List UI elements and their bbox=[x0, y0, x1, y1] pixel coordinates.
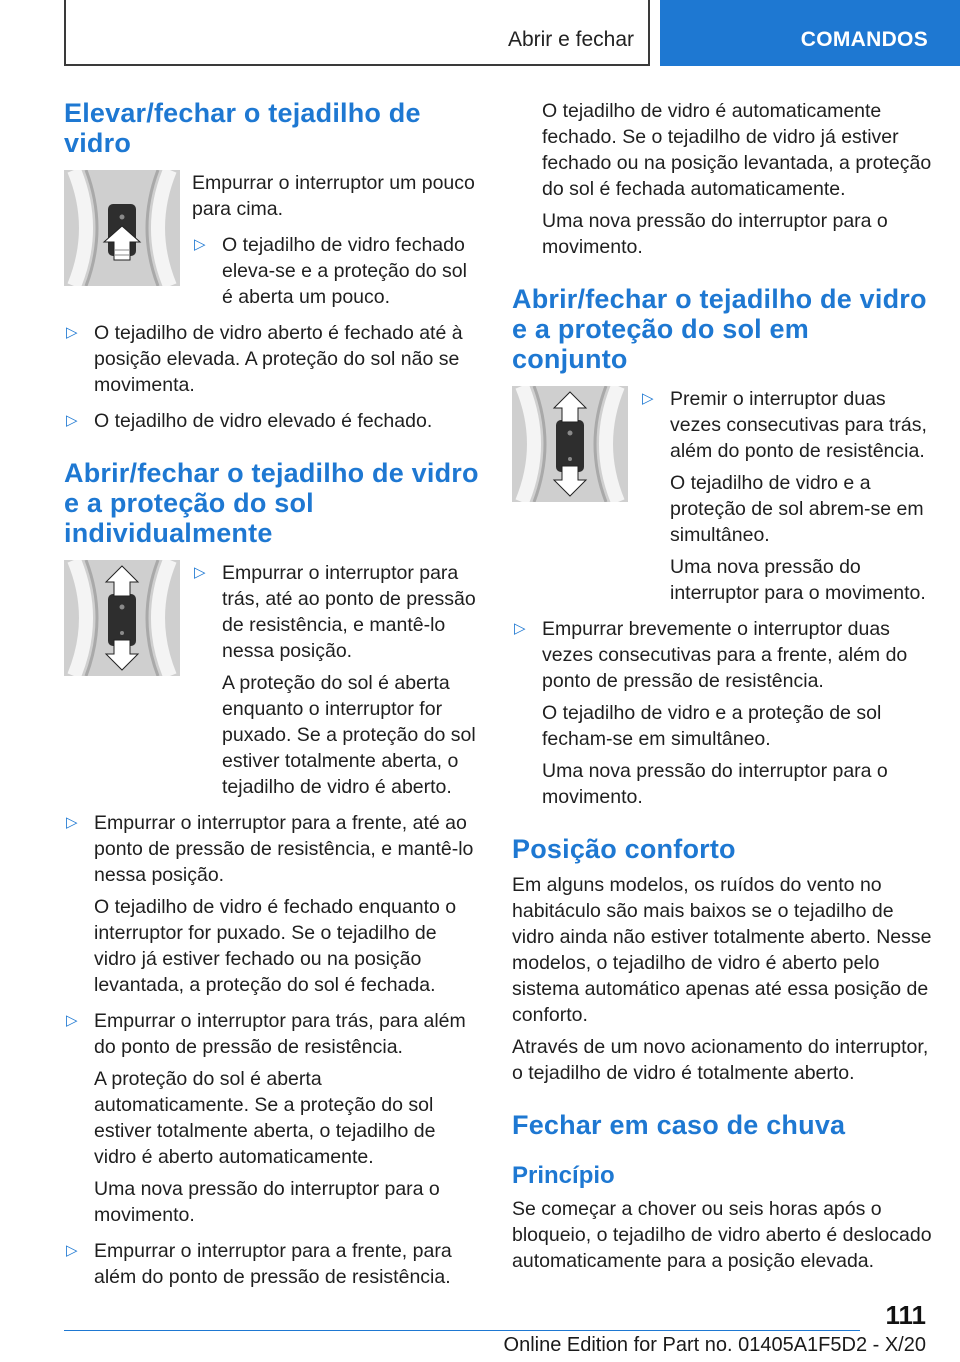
paragraph: O tejadilho de vidro é automaticamente fechado. Se o tejadilho de vidro já estiver fechado ou na posição levantada, a proteção do sol é fechada automaticamente. bbox=[542, 100, 932, 200]
list-item-text: Uma nova pressão do interruptor para o movimento. bbox=[94, 1178, 440, 1226]
paragraph: Através de um novo acionamento do interruptor, o tejadilho de vidro é totalmente aberto. bbox=[512, 1036, 929, 1084]
bullet-arrow-icon: ▷ bbox=[514, 620, 526, 637]
page-number: 111 bbox=[885, 1300, 926, 1330]
list-item-text: O tejadilho de vidro fechado eleva-se e a proteção do sol é aberta um pouco. bbox=[222, 234, 467, 308]
list-item bbox=[192, 560, 480, 800]
heading-comfort: Posição conforto bbox=[512, 834, 736, 864]
left-column bbox=[64, 98, 480, 1290]
instruction-text: Empurrar o interruptor um pouco para cima. bbox=[192, 172, 475, 220]
heading-rain: Fechar em caso de chuva bbox=[512, 1110, 846, 1140]
heading-individual: Abrir/fechar o tejadilho de vidro e a proteção do sol individualmente bbox=[64, 458, 479, 548]
figure-block-individual-text bbox=[192, 560, 480, 800]
list-item bbox=[512, 616, 932, 810]
list-item-text: O tejadilho de vidro aberto é fechado até à posição elevada. A proteção do sol não se movimenta. bbox=[94, 322, 463, 396]
bullet-arrow-icon: ▷ bbox=[66, 1012, 78, 1029]
list-item-text: Empurrar o interruptor para a frente, até ao ponto de pressão de resistência, e mantê-lo nessa posição. bbox=[94, 812, 474, 886]
header-chapter-box bbox=[660, 0, 960, 66]
right-column bbox=[512, 98, 932, 1274]
roof-switch-up-icon bbox=[64, 170, 180, 286]
list-item-text: Empurrar brevemente o interruptor duas vezes consecutivas para a frente, além do ponto de pressão de resistência. bbox=[542, 618, 908, 692]
roof-switch-updown-icon bbox=[512, 386, 628, 502]
figure-block-together-text bbox=[640, 386, 932, 606]
list-item-text: A proteção do sol é aberta automaticamente. Se a proteção do sol estiver totalmente aberta, o tejadilho de vidro é aberto automaticamente. bbox=[94, 1068, 436, 1168]
list-item bbox=[192, 232, 480, 310]
bullet-arrow-icon: ▷ bbox=[194, 564, 206, 581]
figure-block-individual bbox=[64, 560, 480, 800]
list-item bbox=[64, 320, 480, 398]
list-item-text: A proteção do sol é aberta enquanto o interruptor for puxado. Se a proteção do sol estiver totalmente aberta, o tejadilho de vidro é aberto. bbox=[222, 672, 476, 798]
list-item-text: O tejadilho de vidro é fechado enquanto o interruptor for puxado. Se o tejadilho de vidro já estiver fechado ou na posição levantada, a proteção do sol é fechada. bbox=[94, 896, 457, 996]
bullet-arrow-icon: ▷ bbox=[642, 390, 654, 407]
list-item-text: Uma nova pressão do interruptor para o movimento. bbox=[542, 760, 888, 808]
bullet-arrow-icon: ▷ bbox=[66, 324, 78, 341]
list-item-text: O tejadilho de vidro e a proteção de sol fecham-se em simultâneo. bbox=[542, 702, 882, 750]
figure-block-together bbox=[512, 386, 932, 606]
list-item bbox=[64, 1238, 480, 1290]
paragraph: Uma nova pressão do interruptor para o movimento. bbox=[542, 210, 888, 258]
list-item bbox=[64, 408, 480, 434]
continued-block bbox=[512, 98, 932, 260]
list-item-text: Premir o interruptor duas vezes consecutivas para trás, além do ponto de resistência. bbox=[670, 388, 927, 462]
figure-block-raise-text bbox=[192, 170, 480, 310]
list-item-text: Uma nova pressão do interruptor para o movimento. bbox=[670, 556, 926, 604]
list-item-text: Empurrar o interruptor para trás, até ao ponto de pressão de resistência, e mantê-lo nessa posição. bbox=[222, 562, 476, 662]
heading-raise-close-roof: Elevar/fechar o tejadilho de vidro bbox=[64, 98, 421, 158]
roof-switch-updown-icon bbox=[64, 560, 180, 676]
figure-block-raise bbox=[64, 170, 480, 310]
list-item-text: Empurrar o interruptor para a frente, para além do ponto de pressão de resistência. bbox=[94, 1240, 452, 1288]
list-item-text: O tejadilho de vidro elevado é fechado. bbox=[94, 410, 433, 432]
list-item bbox=[64, 810, 480, 998]
chapter-title: COMANDOS bbox=[800, 28, 928, 51]
list-item-text: O tejadilho de vidro e a proteção de sol abrem-se em simultâneo. bbox=[670, 472, 924, 546]
header-section-box bbox=[64, 0, 650, 66]
bullet-arrow-icon: ▷ bbox=[66, 412, 78, 429]
section-title: Abrir e fechar bbox=[507, 28, 634, 51]
footer-edition: Online Edition for Part no. 01405A1F5D2 - X/20 bbox=[503, 1334, 926, 1356]
heading-together: Abrir/fechar o tejadilho de vidro e a proteção do sol em conjunto bbox=[512, 284, 927, 374]
bullet-arrow-icon: ▷ bbox=[66, 1242, 78, 1259]
list-item-text: Empurrar o interruptor para trás, para além do ponto de pressão de resistência. bbox=[94, 1010, 466, 1058]
list-item bbox=[64, 1008, 480, 1228]
footer-divider bbox=[64, 1330, 860, 1331]
paragraph: Se começar a chover ou seis horas após o bloqueio, o tejadilho de vidro aberto é deslocado automaticamente para a posição elevada. bbox=[512, 1198, 932, 1272]
bullet-arrow-icon: ▷ bbox=[194, 236, 206, 253]
list-item bbox=[640, 386, 932, 606]
subheading-principle: Princípio bbox=[512, 1162, 615, 1189]
bullet-arrow-icon: ▷ bbox=[66, 814, 78, 831]
paragraph: Em alguns modelos, os ruídos do vento no habitáculo são mais baixos se o tejadilho de vidro ainda não estiver totalmente aberto. Nesse modelos, o tejadilho de vidro é aberto pelo sistema automático apenas até essa posição de conforto. bbox=[512, 874, 932, 1026]
